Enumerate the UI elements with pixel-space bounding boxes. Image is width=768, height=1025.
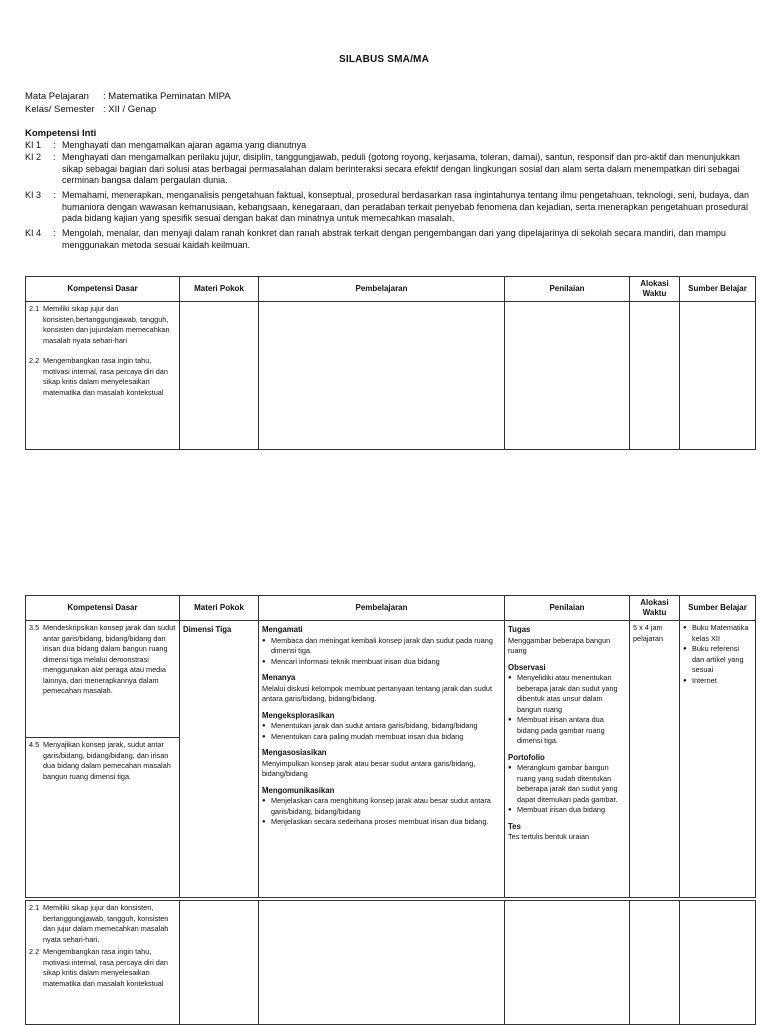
header-sumber-belajar: Sumber Belajar xyxy=(680,596,756,621)
ki-2: KI 2 : Menghayati dan mengamalkan perilaku jujur, disiplin, tanggungjawab, peduli (gotong royong, kerjasama, toleran, damai), santun, responsif dan pro-aktif dan menunjukkan sikap sebagai bagian dari solusi atas berbagai permasalahan dalam berinteraksi secara efektif dengan lingkungan sosial dan alam serta dalam menempatkan diri sebagai cerminan bangsa dalam pergaulan dunia. xyxy=(25,152,755,187)
sumber-cell xyxy=(680,302,756,450)
materi-cell xyxy=(180,302,259,450)
list-item: ● Menentukan cara paling mudah membuat irisan dua bidang xyxy=(262,732,501,743)
pembelajaran-step xyxy=(262,625,501,667)
table-row xyxy=(26,302,756,450)
header-materi-pokok: Materi Pokok xyxy=(180,596,259,621)
list-item: ● Internet xyxy=(683,676,752,687)
ki-heading: Kompetensi Inti xyxy=(25,128,97,139)
syllabus-table-1 xyxy=(25,276,756,450)
kd-text: Memiliki sikap jujur dan konsisten, bertanggungjawab, tangguh, konsisten dan jujur dalam memecahkan masalah nyata sehari-hari. xyxy=(43,903,169,944)
kd-number: 4.5 xyxy=(29,740,40,749)
pembelajaran-cell xyxy=(259,302,505,450)
kd-text: Menyajikan konsep jarak, sudut antar garis/bidang, bidang/bidang, dan irisan dua bidang dalam pemecahan masalah bangun ruang dimensi tiga. xyxy=(43,740,171,781)
step-title: Menanya xyxy=(262,673,296,682)
alokasi-value: 5 x 4 jam pelajaran xyxy=(633,623,664,643)
step-title: Mengamati xyxy=(262,625,303,634)
ki-3: KI 3 : Memahami, menerapkan, menganalisis pengetahuan faktual, konseptual, prosedural berdasarkan rasa ingintahunya tentang ilmu pengetahuan, teknologi, seni, budaya, dan humaniora dengan wawasan kemanusiaan, kebangsaan, kenegaraan, dan peradaban terkait penyebab fenomena dan kejadian, serta menerapkan pengetahuan prosedural pada bidang kajian yang spesifik sesuai dengan bakat dan minatnya untuk memecahkan masalah. xyxy=(25,190,755,225)
materi-cell xyxy=(180,901,259,1025)
header-penilaian: Penilaian xyxy=(505,277,630,302)
ki-4: KI 4 : Mengolah, menalar, dan menyaji dalam ranah konkret dan ranah abstrak terkait dengan pengembangan dari yang dipelajarinya di sekolah secara mandiri, dan mampu menggunakan metoda sesuai kaidah keilmuan. xyxy=(25,228,755,251)
kd-text: Mengembangkan rasa ingin tahu, motivasi internal, rasa percaya diri dan sikap kritis dalam menyelesaikan matematika dan masalah kontekstual xyxy=(43,356,168,397)
header-pembelajaran: Pembelajaran xyxy=(259,277,505,302)
meta-class xyxy=(25,103,156,116)
step-list xyxy=(262,636,501,668)
ki-1: KI 1 : Menghayati dan mengamalkan ajaran agama yang dianutnya xyxy=(25,140,755,152)
pembelajaran-step xyxy=(262,748,501,780)
header-pembelajaran: Pembelajaran xyxy=(259,596,505,621)
ki-1-code: KI 1 xyxy=(25,140,42,150)
table-header-row xyxy=(26,596,756,621)
ki-4-text: Mengolah, menalar, dan menyaji dalam ranah konkret dan ranah abstrak terkait dengan pengembangan dari yang dipelajarinya di sekolah secara mandiri, dan mampu menggunakan metoda sesuai kaidah keilmuan. xyxy=(62,228,726,250)
list-item: ● Mencari informasi teknik membuat irisan dua bidang xyxy=(262,657,501,668)
kd-number: 2.1 xyxy=(29,903,40,912)
list-item: ● Menentukan jarak dan sudut antara garis/bidang, bidang/bidang xyxy=(262,721,501,732)
step-title: Mengomunikasikan xyxy=(262,785,335,795)
pembelajaran-step xyxy=(262,786,501,828)
meta-class-key: Kelas/ Semester xyxy=(25,104,95,115)
table-header-row xyxy=(26,277,756,302)
kd-item xyxy=(29,356,176,398)
kd-item xyxy=(29,740,176,782)
kd-item xyxy=(29,623,176,697)
list-item: ● Menjelaskan secara sederhana proses membuat irisan dua bidang. xyxy=(262,817,501,828)
meta-subject-key: Mata Pelajaran xyxy=(25,91,89,102)
list-item: ● Merangkum gambar bangun ruang yang sudah ditentukan beberapa jarak dan sudut yang dapat ditemukan pada gambar. xyxy=(508,763,626,805)
header-sumber-belajar: Sumber Belajar xyxy=(680,277,756,302)
pembelajaran-cell xyxy=(259,901,505,1025)
ki-3-text: Memahami, menerapkan, menganalisis pengetahuan faktual, konseptual, prosedural berdasarkan rasa ingintahunya tentang ilmu pengetahuan, teknologi, seni, budaya, dan humaniora dengan wawasan kemanusiaan, kebangsaan, kenegaraan, dan peradaban terkait penyebab fenomena dan kejadian, serta menerapkan pengetahuan prosedural pada bidang kajian yang spesifik sesuai dengan bakat dan minatnya untuk memecahkan masalah. xyxy=(62,190,749,223)
alokasi-cell xyxy=(630,901,680,1025)
meta-subject-value: : Matematika Peminatan MIPA xyxy=(103,91,231,102)
step-text: Menyimpulkan konsep jarak atau besar sudut antara garis/bidang, bidang/bidang xyxy=(262,758,476,778)
kd-block xyxy=(26,621,179,738)
kd-item xyxy=(29,947,176,989)
ki-4-code: KI 4 xyxy=(25,228,42,238)
kd-number: 2.1 xyxy=(29,304,40,313)
kd-cell xyxy=(26,302,180,450)
step-title: Mengasosiasikan xyxy=(262,748,327,757)
alokasi-cell xyxy=(630,302,680,450)
table-row xyxy=(26,901,756,1025)
kd-item xyxy=(29,304,176,346)
header-penilaian: Penilaian xyxy=(505,596,630,621)
meta-class-value: : XII / Genap xyxy=(103,104,157,115)
kd-text: Memiliki sikap jujur dan konsisten,bertanggungjawab, tangguh, konsisten dan jujurdalam memecahkan masalah nyata sehari-hari xyxy=(43,304,170,345)
table-row xyxy=(26,621,756,898)
kd-number: 2.2 xyxy=(29,356,40,365)
materi-pokok-value: Dimensi Tiga xyxy=(183,625,232,634)
kd-text: Mengembangkan rasa ingin tahu, motivasi internal, rasa percaya diri dan sikap kritis dalam menyelesaikan matematika dan masalah kontekstual xyxy=(43,947,168,988)
ki-3-code: KI 3 xyxy=(25,190,42,200)
penilaian-title: Portofolio xyxy=(508,752,545,762)
penilaian-title: Tugas xyxy=(508,625,531,634)
step-list xyxy=(262,721,501,742)
kd-item xyxy=(29,903,176,945)
penilaian-cell xyxy=(505,901,630,1025)
ki-2-text: Menghayati dan mengamalkan perilaku jujur, disiplin, tanggungjawab, peduli (gotong royong, kerjasama, toleran, damai), santun, responsif dan pro-aktif dan menunjukkan sikap sebagai bagian dari solusi atas berbagai permasalahan dalam berinteraksi secara efektif dengan lingkungan sosial dan alam serta dalam menempatkan diri sebagai cerminan bangsa dalam pergaulan dunia. xyxy=(62,152,740,185)
syllabus-table-2 xyxy=(25,595,756,898)
ki-2-code: KI 2 xyxy=(25,152,42,162)
sumber-cell xyxy=(680,621,756,898)
pembelajaran-cell xyxy=(259,621,505,898)
penilaian-list xyxy=(508,763,626,816)
penilaian-title: Tes xyxy=(508,821,521,831)
kd-text: Mendeskripsikan konsep jarak dan sudut antar garis/bidang, bidang/bidang dan irisan dua bidang dalam bangun ruang dimensi tiga melalui demonstrasi menggunakan alat peraga atau media lainnya, dan menerapkannya dalam pemecahan masalah. xyxy=(43,623,176,695)
penilaian-text: Menggambar beberapa bangun ruang xyxy=(508,635,611,655)
syllabus-table-3 xyxy=(25,900,756,1025)
list-item: ● Membaca dan meningat kembali konsep jarak dan sudut pada ruang dimensi tiga. xyxy=(262,636,501,657)
list-item: ● Buku referensi dan artikel yang sesuai xyxy=(683,644,752,676)
penilaian-title: Observasi xyxy=(508,662,546,672)
pembelajaran-step xyxy=(262,673,501,705)
list-item: ● Menyelidiki atau menentukan beberapa jarak dan sudut yang dibentuk atas unsur dalam bangun ruang xyxy=(508,673,626,715)
list-item: ● Membuat irisan antara dua bidang pada gambar ruang dimensi tiga. xyxy=(508,715,626,747)
header-kompetensi-dasar: Kompetensi Dasar xyxy=(26,277,180,302)
ki-1-text: Menghayati dan mengamalkan ajaran agama yang dianutnya xyxy=(62,140,307,150)
meta-subject xyxy=(25,90,231,103)
kd-number: 3.5 xyxy=(29,623,40,632)
pembelajaran-step xyxy=(262,711,501,743)
kd-block xyxy=(26,738,179,897)
kd-cell xyxy=(26,621,180,898)
page-title: SILABUS SMA/MA xyxy=(338,54,430,65)
alokasi-cell xyxy=(630,621,680,898)
list-item: ● Buku Matematika kelas XII xyxy=(683,623,752,644)
penilaian-cell xyxy=(505,621,630,898)
step-text: Melalui diskusi kelompok membuat pertanyaan tentang jarak dan sudut antara garis/bidang, bidang/bidang. xyxy=(262,683,492,703)
kd-number: 2.2 xyxy=(29,947,40,956)
penilaian-text: Tes tertulis bentuk uraian xyxy=(508,832,590,841)
header-alokasi-waktu: Alokasi Waktu xyxy=(630,596,680,621)
list-item: ● Menjelaskan cara menghitung konsep jarak atau besar sudut antara garis/bidang, bidang/bidang xyxy=(262,796,501,817)
header-kompetensi-dasar: Kompetensi Dasar xyxy=(26,596,180,621)
step-list xyxy=(262,796,501,828)
penilaian-list xyxy=(508,673,626,747)
kd-cell xyxy=(26,901,180,1025)
list-item: ● Membuat irisan dua bidang xyxy=(508,805,626,816)
penilaian-cell xyxy=(505,302,630,450)
materi-cell xyxy=(180,621,259,898)
header-materi-pokok: Materi Pokok xyxy=(180,277,259,302)
step-title: Mengeksplorasikan xyxy=(262,710,335,720)
sumber-list xyxy=(683,623,752,686)
sumber-cell xyxy=(680,901,756,1025)
header-alokasi-waktu: Alokasi Waktu xyxy=(630,277,680,302)
